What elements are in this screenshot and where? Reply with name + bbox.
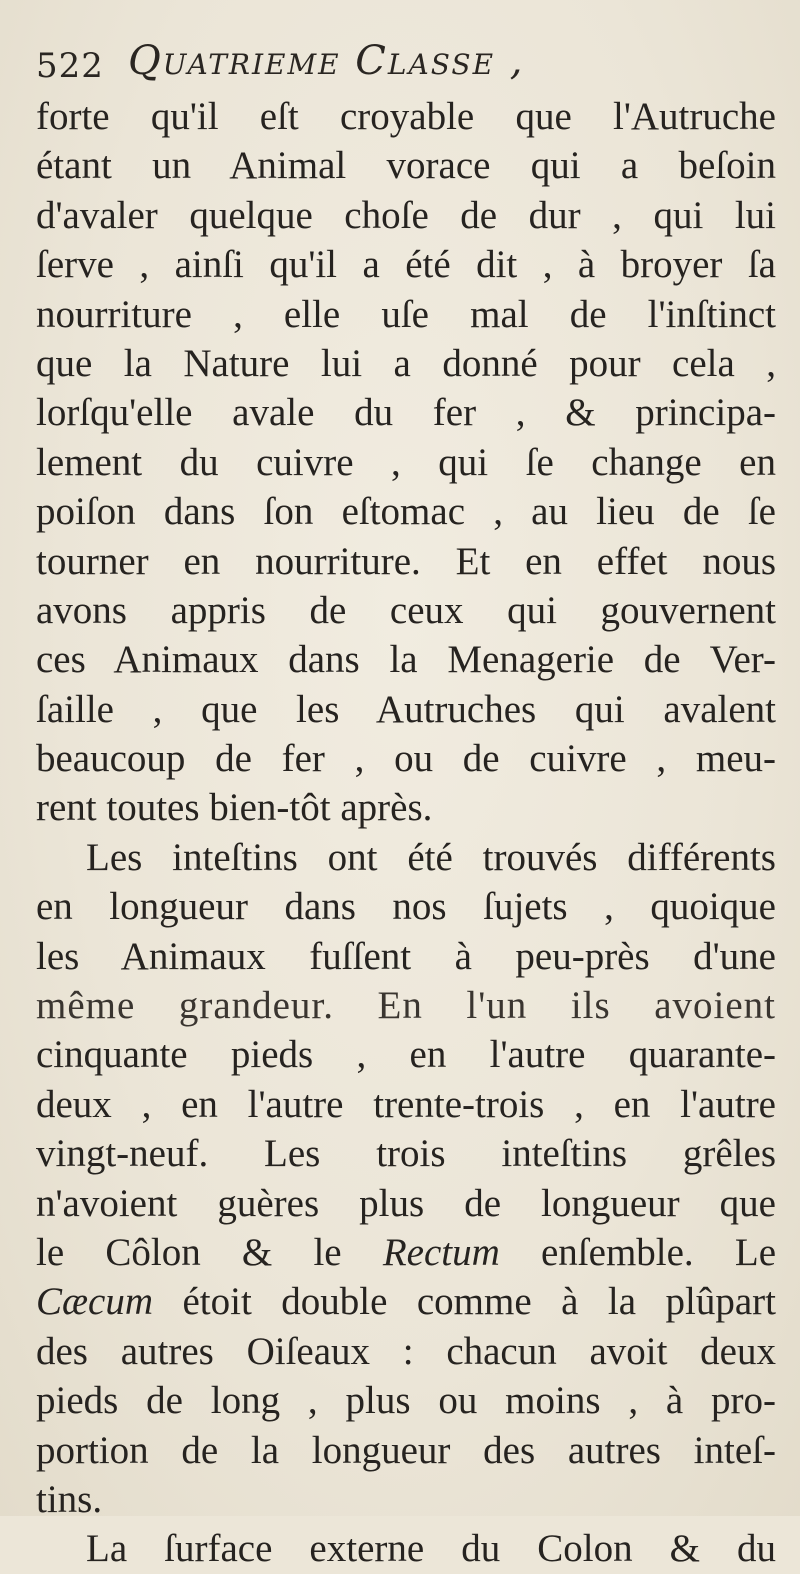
text-line-caecum <box>36 1277 776 1326</box>
text-line: n'avoient guères plus de longueur que <box>36 1181 776 1225</box>
text-line: poiſon dans ſon eſtomac , au lieu de ſe <box>36 490 776 534</box>
text-fragment: enſemble. Le <box>540 1230 776 1274</box>
text-line: étant un Animal vorace qui a beſoin <box>36 144 776 188</box>
text-line: pieds de long , plus ou moins , à pro- <box>36 1379 776 1423</box>
text-line: ces Animaux dans la Menagerie de Ver- <box>36 638 776 682</box>
page-number: 522 <box>36 46 104 86</box>
paragraph-start-line: Les inteſtins ont été trouvés différents <box>86 835 776 879</box>
text-line: rent toutes bien-tôt après. <box>36 786 433 830</box>
text-line: tins. <box>36 1477 103 1521</box>
text-line-rectum <box>36 1228 776 1277</box>
italic-term-rectum: Rectum <box>382 1230 500 1274</box>
text-line: les Animaux fuſſent à peu-près d'une <box>36 934 776 978</box>
page-header <box>36 38 776 98</box>
text-line: portion de la longueur des autres inteſ- <box>36 1428 776 1472</box>
text-line: ſaille , que les Autruches qui avalent <box>36 687 776 731</box>
text-line: ſerve , ainſi qu'il a été dit , à broyer ſa <box>36 243 776 287</box>
text-fragment: étoit double comme à la plûpart <box>182 1280 776 1324</box>
text-line: tourner en nourriture. Et en effet nous <box>36 539 776 583</box>
text-line: cinquante pieds , en l'autre quarante- <box>36 1033 776 1077</box>
text-line: lement du cuivre , qui ſe change en <box>36 440 776 484</box>
text-line: avons appris de ceux qui gouvernent <box>36 588 776 632</box>
text-line: beaucoup de fer , ou de cuivre , meu- <box>36 737 776 781</box>
italic-term-caecum: Cæcum <box>36 1280 153 1324</box>
text-fragment: le Côlon & le <box>36 1230 342 1274</box>
body-text <box>36 92 776 1574</box>
text-line: forte qu'il eſt croyable que l'Autruche <box>36 95 776 138</box>
text-line: lorſqu'elle avale du fer , & principa- <box>36 391 776 435</box>
text-line: des autres Oiſeaux : chacun avoit deux <box>36 1329 776 1373</box>
text-line: que la Nature lui a donné pour cela , <box>36 341 776 385</box>
text-line: vingt-neuf. Les trois inteſtins grêles <box>36 1132 776 1176</box>
paragraph-start-line: La ſurface externe du Colon & du <box>86 1527 776 1571</box>
running-title: Quatrieme Classe , <box>128 38 525 84</box>
text-line: deux , en l'autre trente-trois , en l'autre <box>36 1082 776 1126</box>
text-line: d'avaler quelque choſe de dur , qui lui <box>36 193 776 237</box>
text-line: nourriture , elle uſe mal de l'inſtinct <box>36 292 776 336</box>
text-line: même grandeur. En l'un ils avoient <box>36 984 776 1028</box>
text-line: en longueur dans nos ſujets , quoique <box>36 885 776 929</box>
